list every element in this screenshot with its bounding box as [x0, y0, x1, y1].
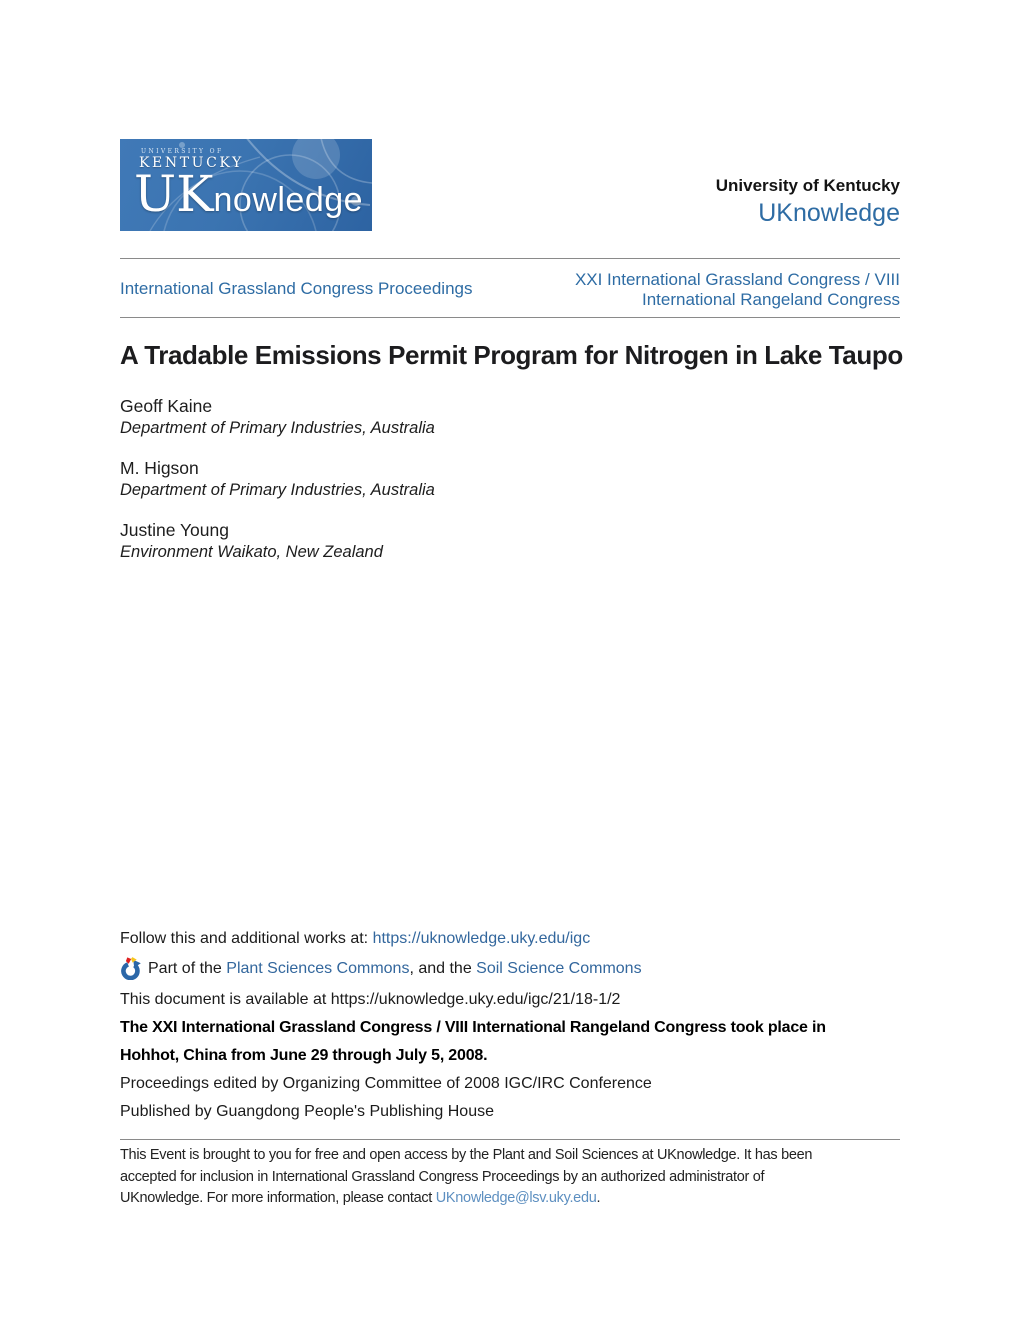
congress-title[interactable]	[575, 270, 900, 309]
header-site-name[interactable]: UKnowledge	[758, 199, 900, 227]
uknowledge-logo	[120, 139, 372, 231]
author-entry	[120, 519, 435, 563]
contact-email-link[interactable]: UKnowledge@lsv.uky.edu	[435, 1190, 597, 1206]
author-affiliation: Department of Primary Industries, Australia	[120, 419, 435, 437]
logo-kentucky-text: KENTUCKY	[139, 155, 244, 171]
divider-footer	[120, 1139, 900, 1140]
logo-uk-text: UK	[134, 165, 214, 223]
soil-science-commons-link[interactable]: Soil Science Commons	[476, 959, 642, 977]
logo-university-of-text: UNIVERSITY OF	[141, 148, 224, 155]
page-title: A Tradable Emissions Permit Program for Nitrogen in Lake Taupo	[120, 340, 903, 370]
header-university-name: University of Kentucky	[715, 176, 900, 195]
event-info-line2: Hohhot, China from June 29 through July 5, 2008.	[120, 1047, 488, 1064]
author-name: Justine Young	[120, 520, 229, 540]
congress-title-line2: International Rangeland Congress	[641, 289, 900, 309]
author-name: Geoff Kaine	[120, 396, 213, 416]
part-of-label: Part of the	[148, 959, 227, 977]
and-the-label: , and the	[409, 959, 477, 977]
proceedings-edited-line: Proceedings edited by Organizing Committee of 2008 IGC/IRC Conference	[120, 1075, 652, 1092]
digital-commons-network-icon	[120, 957, 141, 980]
published-by-line: Published by Guangdong People's Publishing House	[120, 1103, 494, 1120]
footer-line1: This Event is brought to you for free and open access by the Plant and Soil Sciences at UKnowledge. It has been	[120, 1147, 813, 1163]
part-of-commons-text	[148, 960, 642, 978]
divider-top	[120, 258, 900, 259]
part-of-commons-line	[120, 957, 642, 980]
footer-statement	[120, 1145, 812, 1210]
footer-line2: accepted for inclusion in International Grassland Congress Proceedings by an authorized administrator of	[120, 1168, 765, 1185]
author-entry	[120, 457, 435, 501]
plant-sciences-commons-link[interactable]: Plant Sciences Commons	[226, 959, 410, 977]
follow-works-label: Follow this and additional works at:	[120, 930, 373, 947]
author-affiliation: Environment Waikato, New Zealand	[120, 543, 383, 561]
series-title[interactable]: International Grassland Congress Proceedings	[120, 279, 473, 298]
author-affiliation: Department of Primary Industries, Australia	[120, 481, 435, 499]
author-entry	[120, 395, 435, 439]
author-name: M. Higson	[120, 458, 199, 478]
author-list	[120, 395, 435, 581]
congress-title-line1: XXI International Grassland Congress / VIII	[574, 270, 900, 289]
follow-works-line	[120, 930, 590, 948]
document-available-line: This document is available at https://uknowledge.uky.edu/igc/21/18-1/2	[120, 991, 621, 1008]
logo-nowledge-text: nowledge	[213, 181, 364, 219]
footer-line3	[120, 1188, 812, 1210]
divider-under-series	[120, 317, 900, 318]
follow-works-link[interactable]: https://uknowledge.uky.edu/igc	[372, 930, 591, 947]
logo-uknowledge-wordmark	[134, 165, 363, 223]
footer-period: .	[596, 1190, 601, 1206]
header-right	[716, 174, 900, 229]
footer-contact-label: UKnowledge. For more information, please contact	[120, 1190, 436, 1206]
event-info-line1: The XXI International Grassland Congress / VIII International Rangeland Congress took place in	[120, 1019, 826, 1036]
